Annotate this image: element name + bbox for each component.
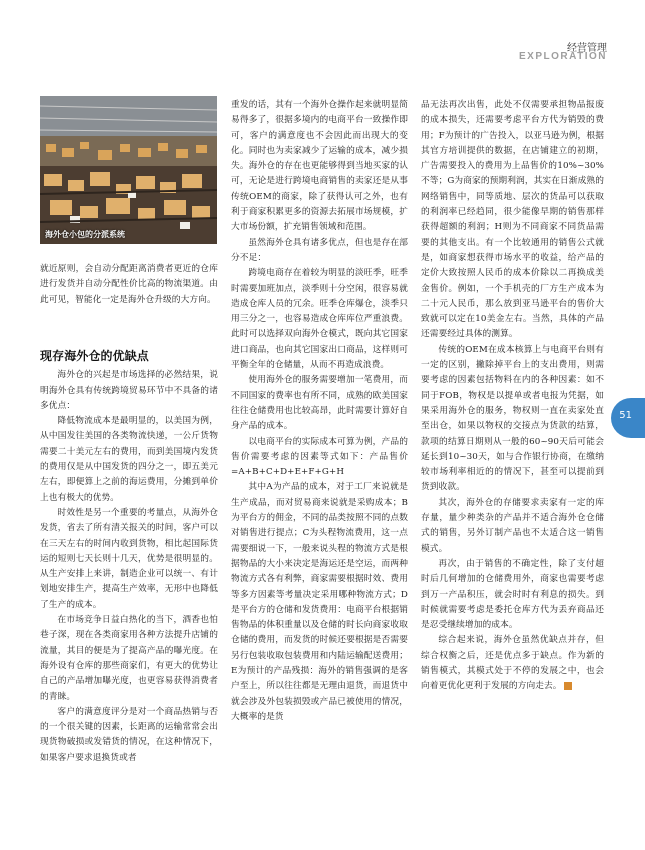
paragraph: 使用海外仓的服务需要增加一笔费用，而不同国家的费率也有所不同，成熟的欧美国家往往仓储费用也比较高昂，此时需要计算好自身产品的成本。 [231, 375, 408, 432]
paragraph: 海外仓的兴起是市场选择的必然结果，说明海外仓具有传统跨境贸易环节中不具备的诸多优点： [40, 370, 218, 411]
paragraph-text: 综合起来说，海外仓虽然优缺点并存，但综合权衡之后，还是优点多于缺点。作为新的销售模式，其模式处于不停的发展之中，也会向着更优化更利于发展的方向走去。 [421, 635, 604, 692]
paragraph: 客户的满意度评分是对一个商品热销与否的一个很关键的因素，长距离的运输常常会出现货物破损或发错货的情况，在这种情况下，如果客户要求退换货或者 [40, 706, 218, 763]
paragraph: 时效性是另一个重要的考量点，从海外仓发货，省去了所有清关报关的时间，客户可以在三天左右的时间内收到货物，相比起国际货运的短则七天长则十几天，优势是很明显的。从生产安排上来讲，制造企业可以统一、有计划地安排生产，提高生产效率，无形中也降低了生产的成本。 [40, 507, 218, 610]
paragraph: 品无法再次出售，此处不仅需要承担物品报废的成本损失，还需要考虑平台方代为销毁的费用；F为预计的广告投入，以亚马逊为例，根据其官方培训提供的数据，在店铺建立的初期，广告需要投入的费用为上品售价的10%~30%不等；G为商家的预期利润，其实在日渐成熟的网络销售中，同等质地、层次的货品可以获取的利润率已经趋同，很少能像早期的销售那样获得超额的利润；H则为不同商家不同货品需要的其他支出。有一个比较通用的销售公式就是，如商家想获得市场水平的收益，给产品的定价大致按照人民币的成本价除以二再换成美金售价。例如，一个手机壳的厂方生产成本为二十元人民币，那么放到亚马逊平台的售价大致就可以定在10美金左右。当然，具体的产品还需要经过具体的测算。 [421, 100, 604, 340]
left-column [40, 349, 218, 766]
right-column [421, 98, 604, 695]
paragraph: 传统的OEM在成本核算上与电商平台则有一定的区别，撇除掉平台上的支出费用，则需要考虑的因素包括物料在内的各种因素：如不同于FOB，物权是以提单或者电报为凭据，如果采用海外仓的服务，物权则一直在卖家处直至出仓，如果以物权的交接点为货款的结算，款项的结算日期则从一般的60~90天后可能会延长到10~30天，如与合作银行协商，在缴纳较市场利率相近的的情况下，甚至可以提前到货到收款。 [421, 344, 604, 493]
middle-column [231, 98, 408, 725]
paragraph: 以电商平台的实际成本可算为例，产品的售价需要考虑的因素等式如下：产品售价=A+B+C+D+E+F+G+H [231, 436, 408, 478]
paragraph: 其次，海外仓的存储要求卖家有一定的库存量，量少种类杂的产品并不适合海外仓仓储式的销售，另外订制产品也不太适合这一销售模式。 [421, 497, 604, 554]
warehouse-conveyor-photo [40, 96, 217, 244]
paragraph: 重发的话，其有一个海外仓操作起来就明显简易得多了，很据多境内的电商平台一致操作即可，客户的满意度也不会因此而出现大的变化。同时也为卖家减少了运输的成本，减少损失。海外仓的存在也更能够得到当地买家的认可，无论是进行跨境电商销售的卖家还是从事传统OEM的商家，除了获得认可之外，也有利于商家积累更多的资源去拓展市场规模，扩大市场份额，扩充销售领域和范围。 [231, 100, 408, 233]
warehouse-photo [40, 96, 217, 244]
photo-caption: 海外仓小包的分派系统 [45, 230, 125, 239]
paragraph: 再次，由于销售的不确定性，除了支付超时后几何增加的仓储费用外，商家也需要考虑到万一产品积压，就会时时有利息的损失。到时候就需要考虑是委托仓库方代为丢弃商品还是忍受继续增加的成本。 [421, 558, 604, 631]
paragraph: 在市场竞争日益白热化的当下，酒香也怕巷子深，现在各类商家用各种方法提升店铺的流量，其目的便是为了提高产品的曝光度。在海外设有仓库的那些商家们，有更大的优势让自己的产品增加曝光度，也更容易获得消费者的青睐。 [40, 615, 218, 702]
paragraph: 降低物流成本是最明显的，以美国为例，从中国发往美国的各类物流快递，一公斤货物需要二十美元左右的费用，而到美国境内发货的费用仅是从中国发货的四分之一，即五美元左右，即便算上之前的海运费用，分摊到单价上也有极大的优势。 [40, 416, 218, 503]
paragraph [421, 633, 604, 694]
section-heading: 现存海外仓的优缺点 [40, 349, 149, 363]
section-title-zh: 经营管理 [567, 43, 607, 54]
section-title-en: EXPLORATION [519, 51, 607, 62]
left-column-intro [40, 262, 218, 308]
page-number: 51 [619, 410, 632, 421]
paragraph: 其中A为产品的成本，对于工厂来说就是生产成品，而对贸易商来说就是采购成本；B为平台方的佣金，不同的品类按照不同的点数对销售进行提点；C为头程物流费用，这一点需要细说一下，一般来说头程的物流方式是根据物品的大小来决定是海运还是空运，而两种物流方式各有利弊，商家需要根据时效、费用等多方因素等考量决定采用哪种物流方式；D是平台方的仓储和发货费用：电商平台根据销售物品的体积重量以及仓储的时长向商家收取仓储的费用，而发货的时候还要根据是否需要另行包装收取包装费用和内陆运输配送费用；E为预计的产品残损：海外的销售强调的是客户至上，所以往往都是无理由退货，而退货中就会涉及外包装损毁或产品已被使用的情况，大概率的是货 [231, 482, 408, 722]
paragraph: 跨境电商存在着较为明显的淡旺季，旺季时需要加班加点，淡季则十分空闲，很容易就造成仓库人员的冗余。旺季仓库爆仓，淡季只用三分之一，也容易造成仓库库位严重浪费。此时可以选择双向海外仓模式，既向其它国家进口商品，也向其它国家出口商品，这样则可平衡全年的仓储量，从而不再造成浪费。 [231, 268, 408, 371]
paragraph: 就近原则，会自动分配距离消费者更近的仓库进行发货并自动分配性价比高的物流渠道。由此可见，智能化一定是海外仓升级的大方向。 [40, 264, 218, 305]
paragraph: 虽然海外仓具有诸多优点，但也是存在部分不足： [231, 237, 408, 263]
end-mark-icon [564, 682, 572, 690]
